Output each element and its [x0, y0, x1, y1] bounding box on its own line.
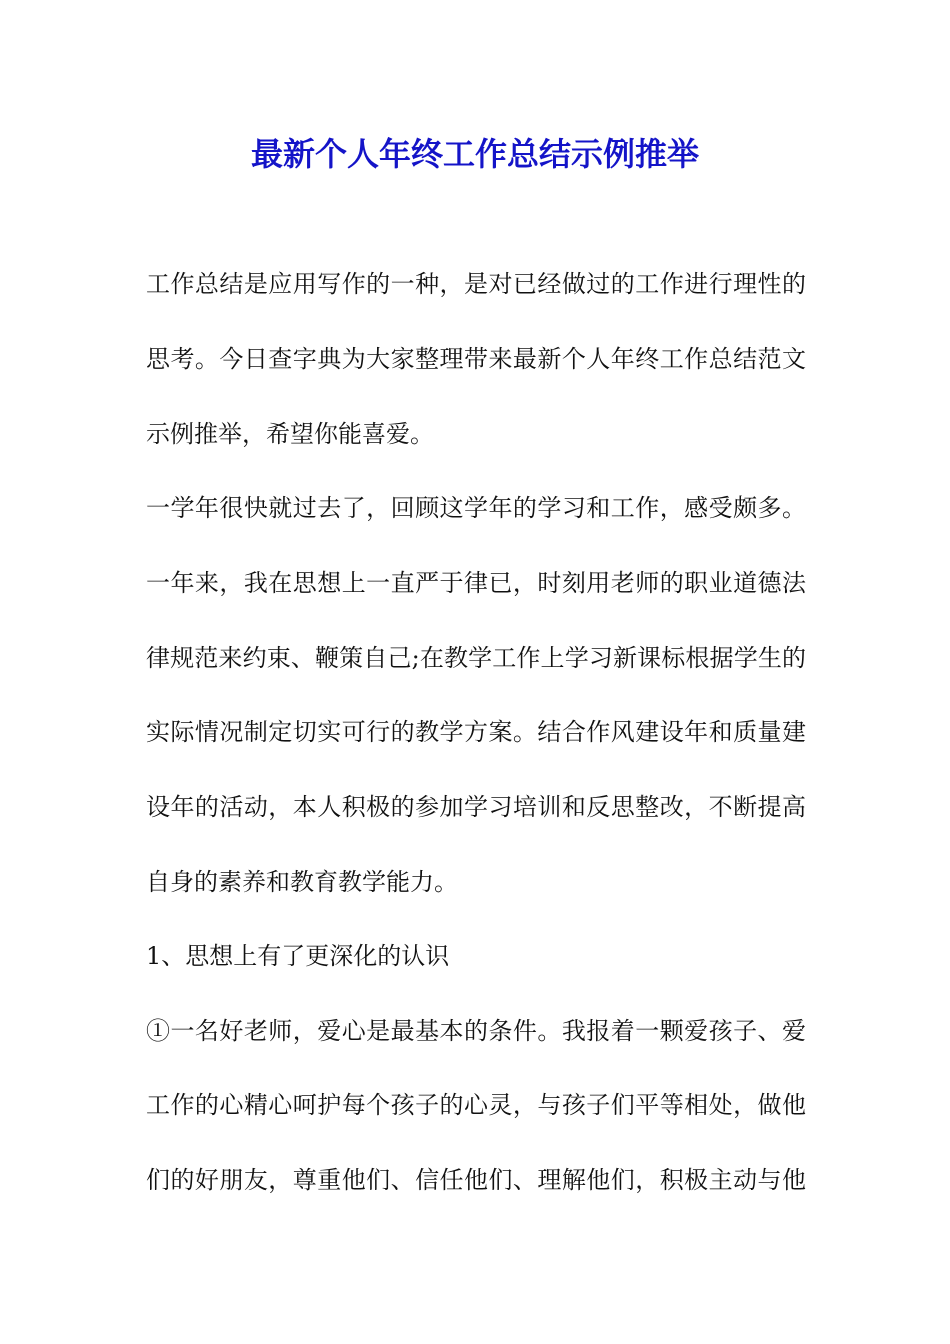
paragraph-line: 工作的心精心呵护每个孩子的心灵，与孩子们平等相处，做他 — [146, 1091, 806, 1119]
paragraph-line: 自身的素养和教育教学能力。 — [146, 868, 458, 896]
paragraph-line: 一学年很快就过去了，回顾这学年的学习和工作，感受颇多。 — [146, 494, 806, 522]
paragraph-line: 一年来，我在思想上一直严于律已，时刻用老师的职业道德法 — [146, 569, 806, 597]
document-title: 最新个人年终工作总结示例推举 — [250, 135, 699, 173]
paragraph-line: 们的好朋友，尊重他们、信任他们、理解他们，积极主动与他 — [146, 1166, 806, 1194]
paragraph-line: 律规范来约束、鞭策自己;在教学工作上学习新课标根据学生的 — [146, 644, 806, 672]
paragraph-line: 思考。今日查字典为大家整理带来最新个人年终工作总结范文 — [146, 345, 806, 373]
paragraph-line: 设年的活动，本人积极的参加学习培训和反思整改，不断提高 — [146, 793, 806, 821]
paragraph-line: ①一名好老师，爱心是最基本的条件。我报着一颗爱孩子、爱 — [146, 1017, 806, 1045]
section-heading: 1、思想上有了更深化的认识 — [146, 942, 450, 970]
paragraph-line: 实际情况制定切实可行的教学方案。结合作风建设年和质量建 — [146, 718, 806, 746]
paragraph-line: 示例推举，希望你能喜爱。 — [146, 420, 434, 448]
paragraph-line: 工作总结是应用写作的一种，是对已经做过的工作进行理性的 — [146, 270, 806, 298]
